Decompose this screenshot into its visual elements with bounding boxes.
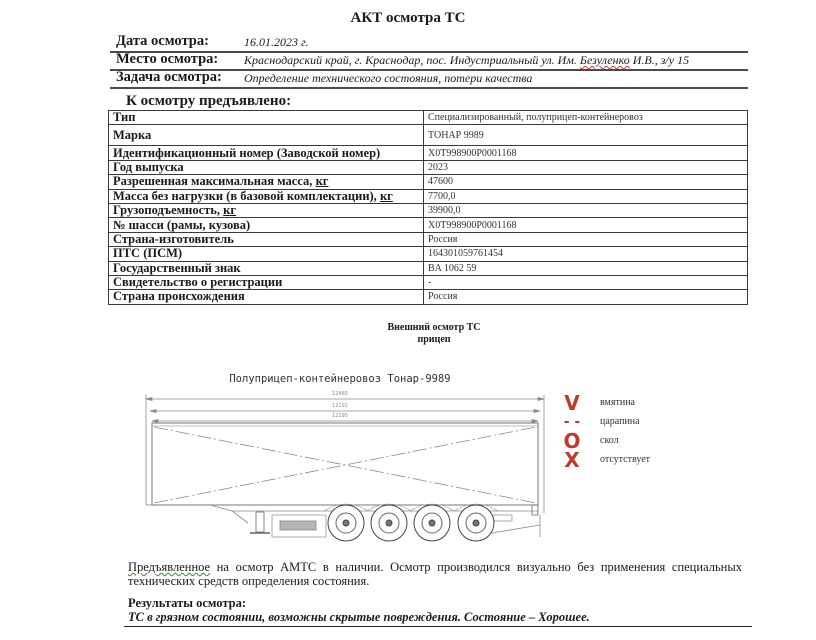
missing-icon: X (564, 448, 580, 472)
header-value-part: И.В., з/у 15 (629, 53, 690, 67)
table-row (109, 275, 748, 289)
table-key: Страна-изготовитель (109, 232, 424, 246)
table-row (109, 189, 748, 203)
table-row (109, 290, 748, 304)
dimension-label: 12465 (332, 391, 348, 397)
header-value-part: Краснодарский край, г. Краснодар, пос. Индустриальный ул. Им. (244, 53, 580, 67)
inspection-paragraph (128, 560, 742, 588)
table-row (109, 111, 748, 125)
table-value: 2023 (424, 160, 748, 174)
header-row-task (110, 70, 748, 89)
table-value: - (424, 275, 748, 289)
legend-label: скол (600, 435, 619, 446)
table-key: Свидетельство о регистрации (109, 275, 424, 289)
table-key (109, 189, 424, 203)
paragraph-text: на осмотр АМТС в наличии. Осмотр производился визуально без применения специальных технических средств определения состояния. (128, 560, 742, 588)
table-row (109, 203, 748, 217)
table-key-text: Грузоподъемность, (113, 203, 224, 218)
table-key: Тип (109, 111, 424, 125)
external-inspection-title: Внешний осмотр ТС (387, 322, 481, 333)
table-row (109, 261, 748, 275)
table-value: BA 1062 59 (424, 261, 748, 275)
legend-item-missing (560, 450, 700, 470)
header-label: Дата осмотра: (116, 33, 209, 49)
drawing-caption: Полуприцеп-контейнеровоз Тонар-9989 (229, 373, 451, 385)
legend-item-chip (560, 431, 700, 451)
dimension-label: 12195 (332, 413, 348, 419)
table-key: Страна происхождения (109, 290, 424, 304)
table-key-text: Разрешенная максимальная масса, (113, 174, 316, 189)
table-row (109, 160, 748, 174)
table-key: Год выпуска (109, 160, 424, 174)
header-value: Определение технического состояния, потери качества (244, 71, 533, 85)
external-inspection-subtitle: прицеп (417, 334, 451, 345)
table-value: Россия (424, 232, 748, 246)
table-key: ПТС (ПСМ) (109, 247, 424, 261)
table-row (109, 247, 748, 261)
table-key-unit: кг (223, 203, 237, 218)
table-key-unit: кг (315, 174, 329, 189)
table-key (109, 175, 424, 189)
table-value: X0T998900P0001168 (424, 218, 748, 232)
dimension-label: 12192 (332, 403, 348, 409)
table-value: 7700,0 (424, 189, 748, 203)
table-value: Специализированный, полуприцеп-контейнеровоз (424, 111, 748, 125)
spellcheck-word: Безуленко (579, 53, 630, 67)
table-value: 39900,0 (424, 203, 748, 217)
header-value: 16.01.2023 г. (244, 35, 309, 49)
table-row (109, 175, 748, 189)
results-title: Результаты осмотра: (128, 596, 246, 610)
header-value (244, 53, 689, 68)
table-row (109, 232, 748, 246)
table-key: № шасси (рамы, кузова) (109, 218, 424, 232)
table-key-text: Масса без нагрузки (в базовой комплектации), (113, 188, 380, 203)
spellcheck-word: Предъявленное (128, 560, 211, 574)
table-value: Россия (424, 290, 748, 304)
legend-item-dent (560, 393, 700, 413)
results-text: ТС в грязном состоянии, возможны скрытые повреждения. Состояние – Хорошее. (124, 610, 752, 627)
table-value: ТОНАР 9989 (424, 125, 748, 146)
table-row (109, 125, 748, 146)
chip-icon: O (563, 429, 581, 453)
table-value: 47600 (424, 175, 748, 189)
presented-title: К осмотру предъявлено: (126, 93, 292, 109)
legend-label: вмятина (600, 397, 635, 408)
table-key: Идентификационный номер (Заводской номер) (109, 146, 424, 160)
document-title: АКТ осмотра ТС (350, 10, 466, 26)
header-label: Задача осмотра: (116, 69, 222, 85)
trailer-drawing (120, 365, 560, 545)
legend-label: царапина (600, 416, 640, 427)
table-key: Государственный знак (109, 261, 424, 275)
table-key-unit: кг (379, 188, 393, 203)
table-key (109, 203, 424, 217)
table-row (109, 218, 748, 232)
legend-item-scratch (560, 412, 700, 432)
wheel-1 (328, 505, 364, 541)
scratch-icon: - - (563, 414, 581, 430)
legend-label: отсутствует (600, 454, 651, 465)
spec-table (108, 110, 748, 305)
table-key: Марка (109, 125, 424, 146)
header-label: Место осмотра: (116, 51, 219, 67)
dent-icon: V (564, 391, 580, 415)
table-row (109, 146, 748, 160)
table-value: X0T998900P0001168 (424, 146, 748, 160)
table-value: 164301059761454 (424, 247, 748, 261)
